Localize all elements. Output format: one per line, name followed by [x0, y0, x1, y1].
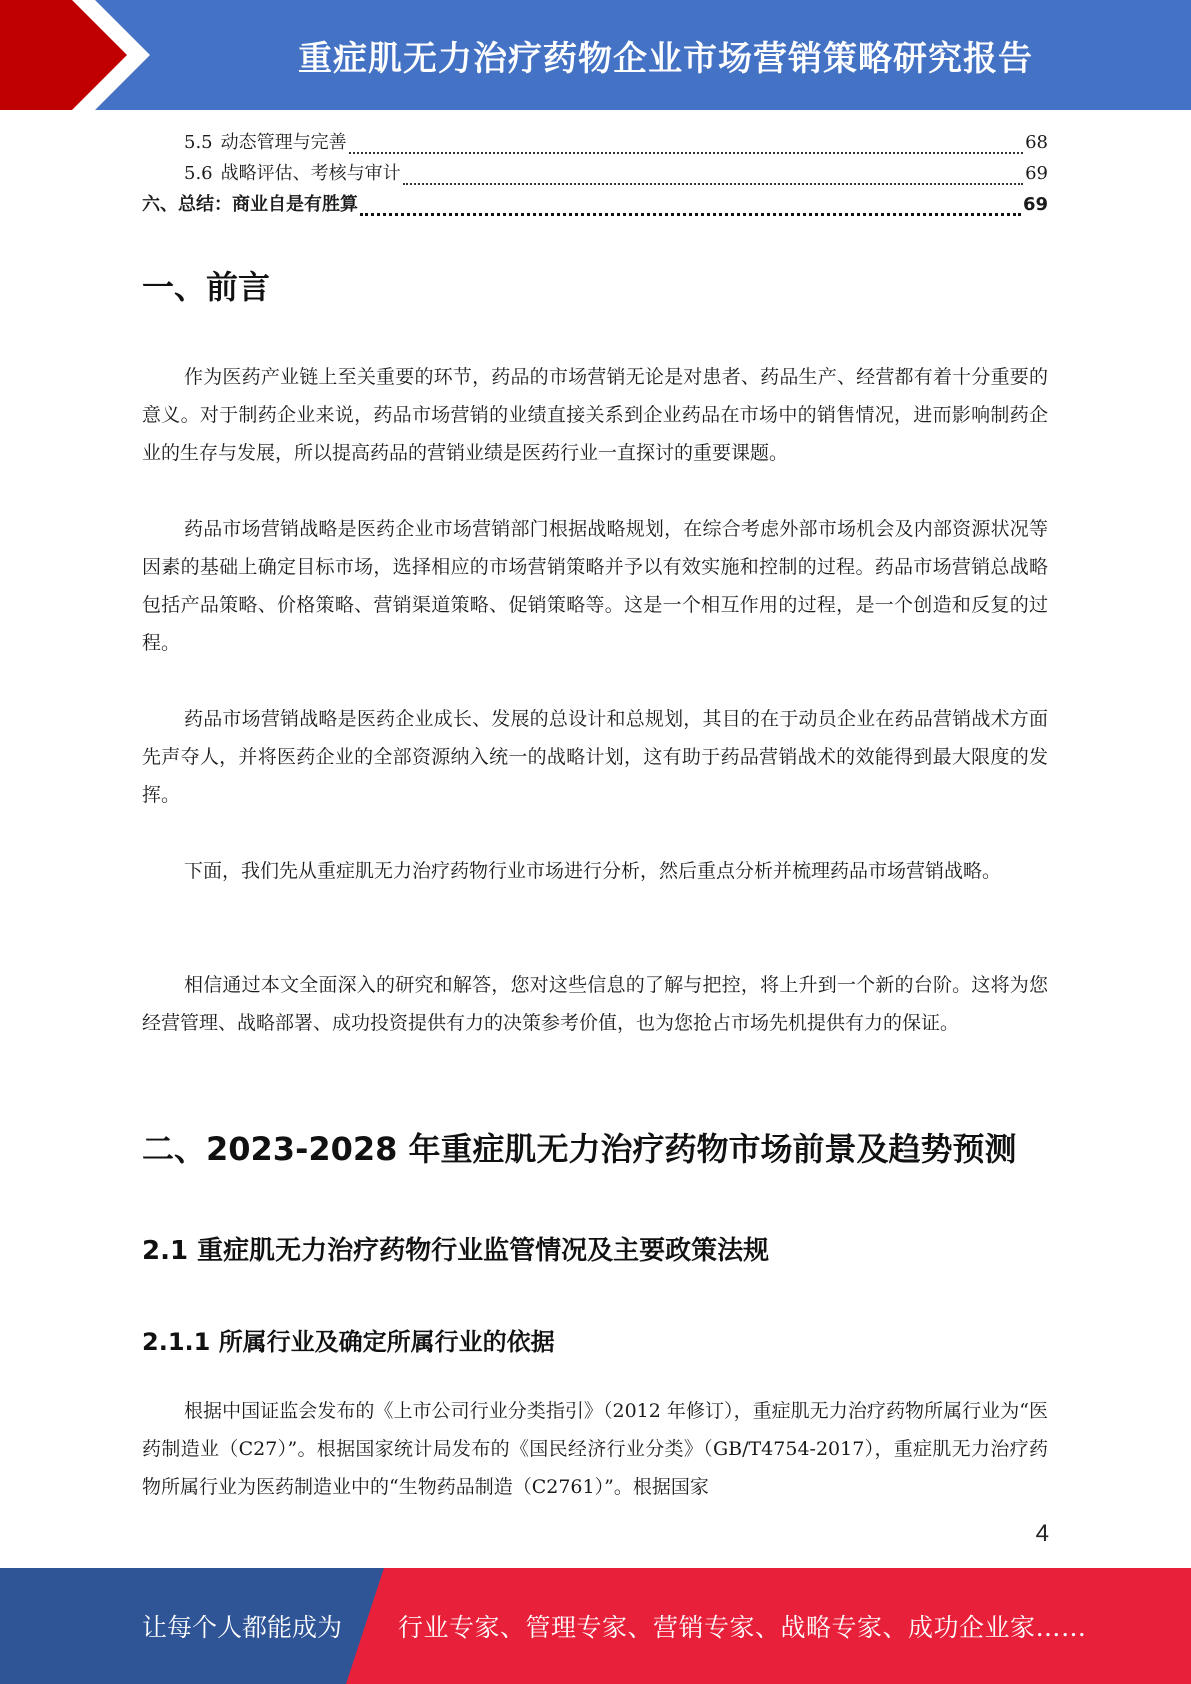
toc-entry-page: 68: [1025, 132, 1048, 153]
section-heading-market-outlook: 二、2023-2028 年重症肌无力治疗药物市场前景及趋势预测: [142, 1130, 1017, 1168]
page-number: 4: [1035, 1520, 1049, 1547]
table-of-contents: [142, 128, 1048, 221]
toc-entry[interactable]: [142, 159, 1048, 190]
subsubsection-heading: 2.1.1 所属行业及确定所属行业的依据: [142, 1328, 555, 1356]
report-title: 重症肌无力治疗药物企业市场营销策略研究报告: [298, 38, 1033, 79]
toc-entry-label: 战略评估、考核与审计: [220, 163, 401, 184]
toc-entry-label: 动态管理与完善: [220, 132, 347, 153]
toc-entry-page: 69: [1025, 163, 1048, 184]
body-paragraph: 根据中国证监会发布的《上市公司行业分类指引》（2012 年修订），重症肌无力治疗药物所属行业为“医药制造业（C27）”。根据国家统计局发布的《国民经济行业分类》（GB/T4754-2017），重症肌无力治疗药物所属行业为医药制造业中的“生物药品制造（C2761）”。根据国家: [142, 1400, 1048, 1498]
body-paragraph: 药品市场营销战略是医药企业市场营销部门根据战略规划，在综合考虑外部市场机会及内部资源状况等因素的基础上确定目标市场，选择相应的市场营销策略并予以有效实施和控制的过程。药品市场营销总战略包括产品策略、价格策略、营销渠道策略、促销策略等。这是一个相互作用的过程，是一个创造和反复的过程。: [142, 518, 1048, 654]
toc-entry-page: 69: [1022, 194, 1048, 215]
section-heading-preface: 一、前言: [142, 268, 271, 306]
toc-leader-dots: [403, 169, 1023, 185]
toc-leader-dots: [360, 199, 1021, 216]
body-paragraph: 下面，我们先从重症肌无力治疗药物行业市场进行分析，然后重点分析并梳理药品市场营销战略。: [184, 860, 1002, 882]
toc-entry[interactable]: [142, 128, 1048, 159]
page-header: [0, 0, 1191, 110]
toc-leader-dots: [349, 138, 1023, 154]
body-paragraph: 作为医药产业链上至关重要的环节，药品的市场营销无论是对患者、药品生产、经营都有着十分重要的意义。对于制药企业来说，药品市场营销的业绩直接关系到企业药品在市场中的销售情况，进而影响制药企业的生存与发展，所以提高药品的营销业绩是医药行业一直探讨的重要课题。: [142, 366, 1048, 464]
toc-entry-label: 六、总结：商业自是有胜算: [142, 194, 358, 215]
header-arrow-decoration: [0, 0, 160, 110]
footer-slogan-left: 让每个人都能成为: [142, 1613, 343, 1642]
toc-entry-number: 5.6: [184, 163, 213, 184]
subsection-heading: 2.1 重症肌无力治疗药物行业监管情况及主要政策法规: [142, 1236, 770, 1266]
footer-slogan-right: 行业专家、管理专家、营销专家、战略专家、成功企业家……: [398, 1613, 1087, 1642]
toc-entry-number: 5.5: [184, 132, 213, 153]
toc-entry[interactable]: [142, 190, 1048, 221]
body-paragraph: 药品市场营销战略是医药企业成长、发展的总设计和总规划，其目的在于动员企业在药品营销战术方面先声夺人，并将医药企业的全部资源纳入统一的战略计划，这有助于药品营销战术的效能得到最大限度的发挥。: [142, 708, 1048, 806]
body-paragraph: 相信通过本文全面深入的研究和解答，您对这些信息的了解与把控，将上升到一个新的台阶。这将为您经营管理、战略部署、成功投资提供有力的决策参考价值，也为您抢占市场先机提供有力的保证。: [142, 974, 1048, 1034]
page-footer: [0, 1568, 1191, 1684]
